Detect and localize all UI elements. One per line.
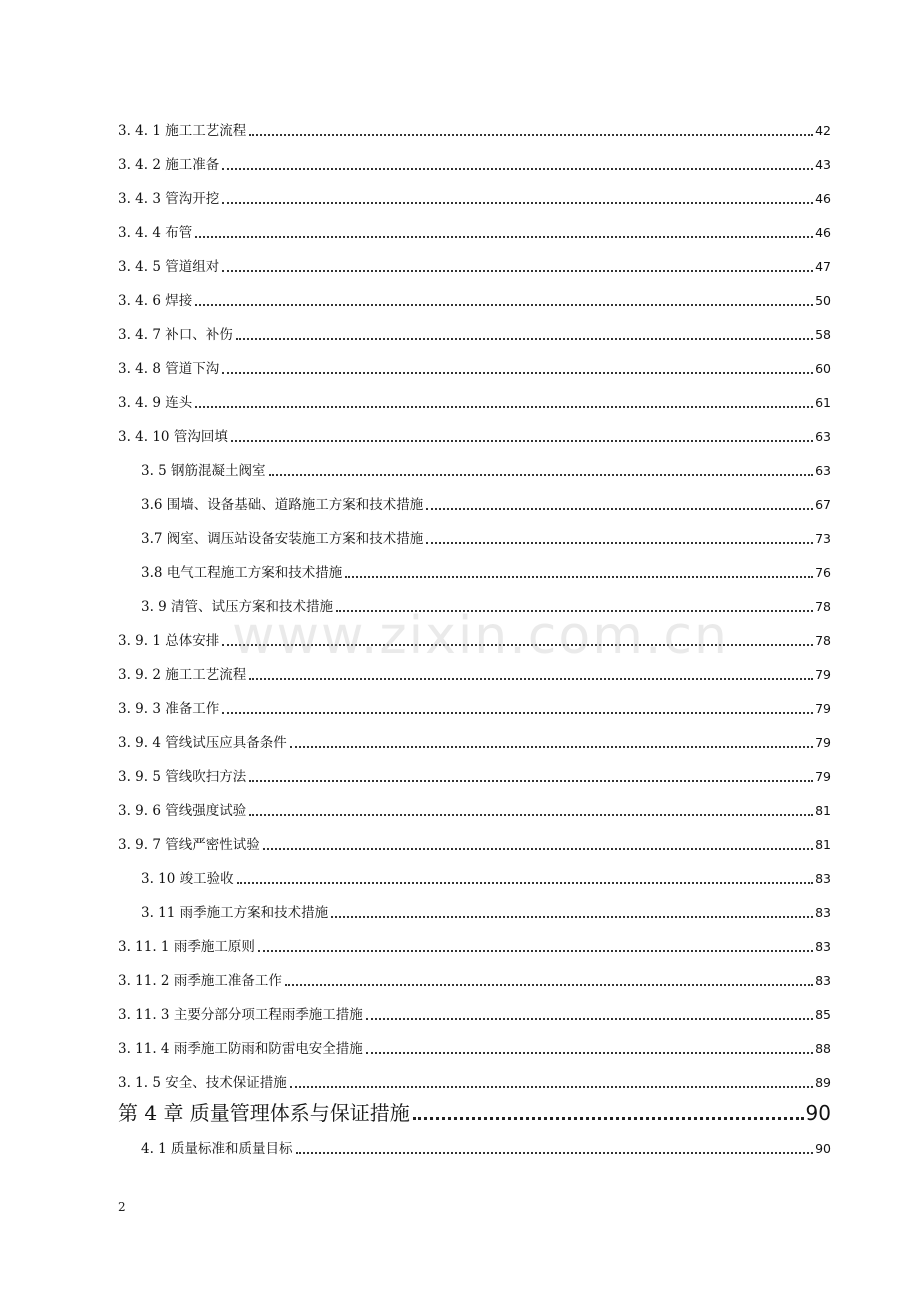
toc-entry-page: 79 [815, 769, 831, 784]
dot-leader [222, 712, 813, 714]
toc-entry-label: 3. 11 雨季施工方案和技术措施 [141, 905, 329, 921]
dot-leader [195, 406, 813, 408]
toc-entry-page: 90 [815, 1141, 831, 1156]
toc-entry[interactable] [141, 1140, 831, 1158]
toc-entry-label: 3. 9. 2 施工工艺流程 [118, 667, 247, 683]
dot-leader [195, 304, 813, 306]
dot-leader [222, 202, 813, 204]
toc-entry[interactable] [118, 428, 831, 446]
toc-entry[interactable] [118, 326, 831, 344]
toc-entry[interactable] [141, 904, 831, 922]
toc-entry-page: 73 [815, 531, 831, 546]
dot-leader [195, 236, 813, 238]
toc-entry[interactable] [118, 768, 831, 786]
toc-entry-page: 63 [815, 463, 831, 478]
dot-leader [249, 814, 813, 816]
toc-entry-page: 63 [815, 429, 831, 444]
toc-entry-label: 3. 4. 6 焊接 [118, 293, 193, 309]
dot-leader [426, 508, 813, 510]
toc-entry-label: 3.8 电气工程施工方案和技术措施 [141, 565, 343, 581]
dot-leader [296, 1152, 814, 1154]
toc-entry-page: 79 [815, 735, 831, 750]
toc-entry-label: 3. 9 清管、试压方案和技术措施 [141, 599, 334, 615]
toc-entry-page: 83 [815, 973, 831, 988]
toc-entry[interactable] [118, 190, 831, 208]
toc-entry-page: 81 [815, 837, 831, 852]
toc-chapter-entry[interactable] [118, 1100, 831, 1126]
dot-leader [222, 270, 813, 272]
toc-entry-page: 47 [815, 259, 831, 274]
toc-entry-label: 3. 4. 9 连头 [118, 395, 193, 411]
toc-entry-page: 90 [805, 1101, 831, 1125]
toc-entry[interactable] [118, 802, 831, 820]
toc-entry-label: 3. 9. 4 管线试压应具备条件 [118, 735, 287, 751]
toc-entry-label: 3. 4. 3 管沟开挖 [118, 191, 220, 207]
toc-entry-page: 89 [815, 1075, 831, 1090]
toc-entry-page: 83 [815, 905, 831, 920]
dot-leader [426, 542, 813, 544]
dot-leader [290, 1086, 813, 1088]
toc-entry-page: 83 [815, 939, 831, 954]
toc-entry[interactable] [141, 496, 831, 514]
toc-entry-label: 3. 11. 1 雨季施工原则 [118, 939, 255, 955]
toc-entry-page: 76 [815, 565, 831, 580]
dot-leader [222, 168, 813, 170]
toc-entry[interactable] [141, 530, 831, 548]
dot-leader [290, 746, 813, 748]
dot-leader [366, 1052, 813, 1054]
toc-entry[interactable] [141, 564, 831, 582]
toc-entry-page: 61 [815, 395, 831, 410]
toc-entry-page: 85 [815, 1007, 831, 1022]
dot-leader [231, 440, 813, 442]
dot-leader [331, 916, 813, 918]
toc-entry-label: 3. 9. 5 管线吹扫方法 [118, 769, 247, 785]
toc-entry-page: 83 [815, 871, 831, 886]
dot-leader [222, 372, 813, 374]
toc-entry[interactable] [118, 258, 831, 276]
dot-leader [366, 1018, 813, 1020]
dot-leader [237, 882, 813, 884]
toc-entry-label: 3. 4. 10 管沟回填 [118, 429, 228, 445]
toc-entry-label: 3. 11. 4 雨季施工防雨和防雷电安全措施 [118, 1041, 363, 1057]
toc-entry-label: 3. 1. 5 安全、技术保证措施 [118, 1075, 287, 1091]
toc-entry-label: 3. 9. 1 总体安排 [118, 633, 220, 649]
toc-entry-page: 81 [815, 803, 831, 818]
toc-entry[interactable] [118, 292, 831, 310]
toc-entry-page: 46 [815, 191, 831, 206]
toc-entry-label: 3. 4. 7 补口、补伤 [118, 327, 233, 343]
dot-leader [249, 134, 813, 136]
dot-leader [263, 848, 813, 850]
toc-entry-page: 46 [815, 225, 831, 240]
dot-leader [269, 474, 814, 476]
toc-entry-page: 79 [815, 701, 831, 716]
toc-entry-label: 3. 4. 8 管道下沟 [118, 361, 220, 377]
dot-leader [249, 678, 813, 680]
toc-entry-page: 42 [815, 123, 831, 138]
dot-leader [249, 780, 813, 782]
dot-leader [413, 1117, 804, 1120]
page-number: 2 [118, 1200, 126, 1214]
toc-entry[interactable] [118, 938, 831, 956]
toc-entry[interactable] [141, 462, 831, 480]
toc-entry-label: 3. 4. 2 施工准备 [118, 157, 220, 173]
toc-entry[interactable] [118, 224, 831, 242]
dot-leader [258, 950, 813, 952]
toc-entry-label: 3. 9. 7 管线严密性试验 [118, 837, 260, 853]
toc-entry-label: 3. 11. 3 主要分部分项工程雨季施工措施 [118, 1007, 363, 1023]
toc-entry[interactable] [118, 122, 831, 140]
toc-entry-page: 60 [815, 361, 831, 376]
toc-entry-page: 88 [815, 1041, 831, 1056]
toc-entry-page: 78 [815, 599, 831, 614]
toc-entry[interactable] [118, 836, 831, 854]
toc-entry[interactable] [118, 394, 831, 412]
toc-entry-label: 3.6 围墙、设备基础、道路施工方案和技术措施 [141, 497, 424, 513]
toc-entry[interactable] [118, 360, 831, 378]
toc-entry[interactable] [118, 1074, 831, 1092]
toc-entry-label: 第 4 章 质量管理体系与保证措施 [118, 1101, 410, 1125]
toc-entry-page: 78 [815, 633, 831, 648]
watermark: www.zixin.com.cn [232, 606, 729, 666]
toc-entry-label: 3. 5 钢筋混凝土阀室 [141, 463, 266, 479]
toc-entry-label: 3. 11. 2 雨季施工准备工作 [118, 973, 282, 989]
toc-entry-page: 50 [815, 293, 831, 308]
toc-entry[interactable] [141, 870, 831, 888]
toc-entry-label: 3. 9. 6 管线强度试验 [118, 803, 247, 819]
dot-leader [236, 338, 813, 340]
toc-entry-page: 58 [815, 327, 831, 342]
toc-entry[interactable] [118, 1006, 831, 1024]
toc-entry-label: 3. 4. 1 施工工艺流程 [118, 123, 247, 139]
toc-entry-label: 3. 10 竣工验收 [141, 871, 234, 887]
toc-entry[interactable] [118, 666, 831, 684]
toc-entry-label: 4. 1 质量标准和质量目标 [141, 1141, 293, 1157]
toc-entry[interactable] [118, 734, 831, 752]
toc-entry-label: 3.7 阀室、调压站设备安装施工方案和技术措施 [141, 531, 424, 547]
toc-entry-label: 3. 9. 3 准备工作 [118, 701, 220, 717]
toc-entry[interactable] [118, 972, 831, 990]
toc-entry-page: 43 [815, 157, 831, 172]
toc-entry[interactable] [118, 156, 831, 174]
toc-entry-page: 67 [815, 497, 831, 512]
toc-entry[interactable] [118, 700, 831, 718]
dot-leader [345, 576, 813, 578]
toc-entry-label: 3. 4. 5 管道组对 [118, 259, 220, 275]
dot-leader [285, 984, 813, 986]
toc-entry[interactable] [118, 1040, 831, 1058]
toc-entry-label: 3. 4. 4 布管 [118, 225, 193, 241]
toc-entry-page: 79 [815, 667, 831, 682]
